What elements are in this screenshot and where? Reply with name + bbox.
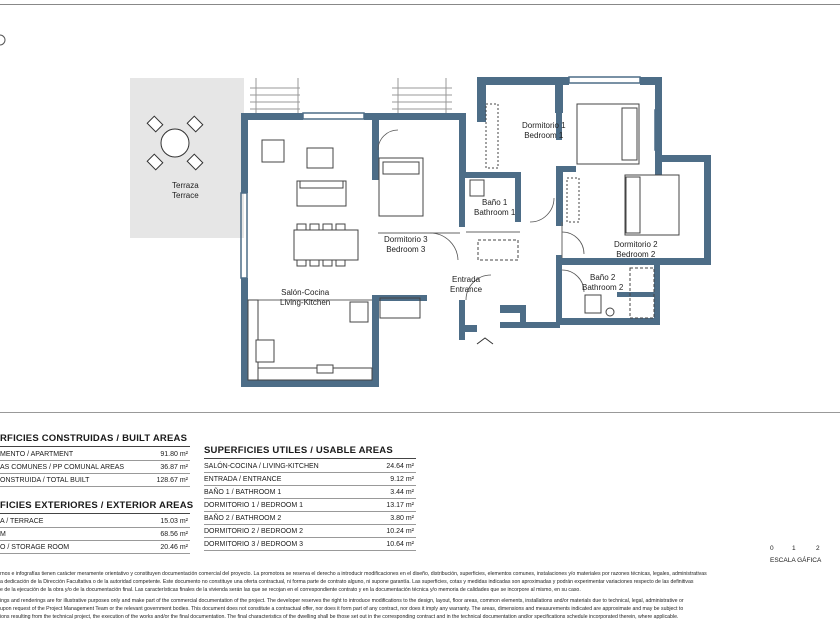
room-label-entrance: Entrada Entrance bbox=[450, 275, 483, 294]
area-value: 68.56 m² bbox=[160, 531, 188, 538]
entrance-arrow-icon bbox=[477, 338, 493, 344]
row-separator bbox=[0, 486, 190, 487]
scale-tick-0: 0 bbox=[770, 545, 774, 552]
area-value: 24.64 m² bbox=[386, 463, 414, 470]
area-label: ENTRADA / ENTRANCE bbox=[204, 476, 282, 483]
disclaimer-line: e de la ejecución de la obra y/o de la documentación final. Las características finales de la vivienda serán las que se recojan en el correspondiente contrato y en la documentación técnica y/o memoria de calidades que se incorpore al mismo, en su caso. bbox=[0, 587, 581, 593]
compass-icon bbox=[0, 35, 5, 45]
area-value: 3.80 m² bbox=[390, 515, 414, 522]
disclaimer-line: rnos e infografías tienen carácter meramente orientativo y constituyen documentación comercial del proyecto. La promotora se reserva el derecho a introducir modificaciones en el diseño, distribución, superficies, elementos comunes, instalaciones y/o materiales por razones técnicas, legales, administrativas bbox=[0, 571, 707, 577]
area-label: ONSTRUIDA / TOTAL BUILT bbox=[0, 477, 90, 484]
area-label: DORMITORIO 3 / BEDROOM 3 bbox=[204, 541, 304, 548]
sink-icon bbox=[256, 340, 274, 362]
room-label-terrace: Terraza Terrace bbox=[172, 181, 199, 200]
area-label: MENTO / APARTMENT bbox=[0, 451, 74, 458]
scale-tick-1: 1 bbox=[792, 545, 796, 552]
area-label: DORMITORIO 1 / BEDROOM 1 bbox=[204, 502, 304, 509]
exterior-title-rule bbox=[0, 513, 190, 514]
room-label-bedroom-3: Dormitorio 3 Bedroom 3 bbox=[384, 235, 428, 254]
hob-icon bbox=[317, 365, 333, 373]
row-separator bbox=[0, 553, 190, 554]
terrace-area bbox=[130, 78, 244, 238]
area-value: 128.67 m² bbox=[156, 477, 188, 484]
room-label-bedroom-1: Dormitorio 1 Bedroom 1 bbox=[522, 121, 566, 140]
area-value: 9.12 m² bbox=[390, 476, 414, 483]
scale-tick-2: 2 bbox=[816, 545, 820, 552]
armchair-icon bbox=[262, 140, 284, 162]
area-value: 10.64 m² bbox=[386, 541, 414, 548]
area-label: AS COMUNES / PP COMUNAL AREAS bbox=[0, 464, 125, 471]
exterior-areas-title: FICIES EXTERIORES / EXTERIOR AREAS bbox=[0, 500, 194, 511]
disclaimer-line: ions resulting from the technical project, the execution of the works and/or the final documentation. The final characteristics of the dwelling shall be those set out in the corresponding contract and in the technical documentation and/or specifications schedule incorporated therein, where applicable. bbox=[0, 614, 679, 620]
room-label-bedroom-2: Dormitorio 2 Bedroom 2 bbox=[614, 240, 658, 259]
built-areas-title: RFICIES CONSTRUIDAS / BUILT AREAS bbox=[0, 433, 188, 444]
area-label: DORMITORIO 2 / BEDROOM 2 bbox=[204, 528, 304, 535]
usable-title-rule bbox=[204, 458, 416, 459]
disclaimer-line: upon request of the Project Management Team or the relevant government bodies. This document does not constitute a contractual offer, nor does it form part of any contract, nor does it imply any warranty. The areas, dimensions and measurements indicated are approximate and may be subject to bbox=[0, 606, 684, 612]
area-value: 10.24 m² bbox=[386, 528, 414, 535]
section-divider bbox=[0, 412, 840, 413]
row-separator bbox=[204, 550, 416, 551]
area-value: 20.46 m² bbox=[160, 544, 188, 551]
area-value: 91.80 m² bbox=[160, 451, 188, 458]
disclaimer-line: ings and renderings are for illustrative purposes only and make part of the commercial documentation of the project. The developer reserves the right to introduce modifications to the design, layout, floor areas, common elements, installations and/or materials due to technical, legal, administrative or bbox=[0, 598, 684, 604]
room-label-bathroom-2: Baño 2 Bathroom 2 bbox=[582, 273, 624, 292]
area-label: O / STORAGE ROOM bbox=[0, 544, 70, 551]
area-value: 13.17 m² bbox=[386, 502, 414, 509]
room-label-bathroom-1: Baño 1 Bathroom 1 bbox=[474, 198, 516, 217]
area-label: BAÑO 1 / BATHROOM 1 bbox=[204, 489, 282, 496]
area-label: M bbox=[0, 531, 6, 538]
scale-label: ESCALA GÁFICA bbox=[770, 557, 822, 564]
usable-areas-title: SUPERFICIES UTILES / USABLE AREAS bbox=[204, 445, 393, 456]
area-label: BAÑO 2 / BATHROOM 2 bbox=[204, 515, 282, 522]
room-label-living-kitchen: Salón-Cocina Living-Kitchen bbox=[280, 288, 331, 307]
disclaimer-line: a dedicación de la Dirección Facultativa o de la autoridad competente. Este documento no constituye una oferta contractual, ni forma parte de contrato alguno, ni supone garantía. Las superficies, cotas y medidas indicadas son aproximadas y podrán experimentar variaciones respecto de las definitivas bbox=[0, 579, 694, 585]
area-label: SALÓN-COCINA / LIVING-KITCHEN bbox=[204, 463, 319, 470]
railing-hatch bbox=[250, 78, 452, 116]
built-title-rule bbox=[0, 446, 190, 447]
area-value: 36.87 m² bbox=[160, 464, 188, 471]
area-label: A / TERRACE bbox=[0, 518, 44, 525]
area-value: 15.03 m² bbox=[160, 518, 188, 525]
area-value: 3.44 m² bbox=[390, 489, 414, 496]
